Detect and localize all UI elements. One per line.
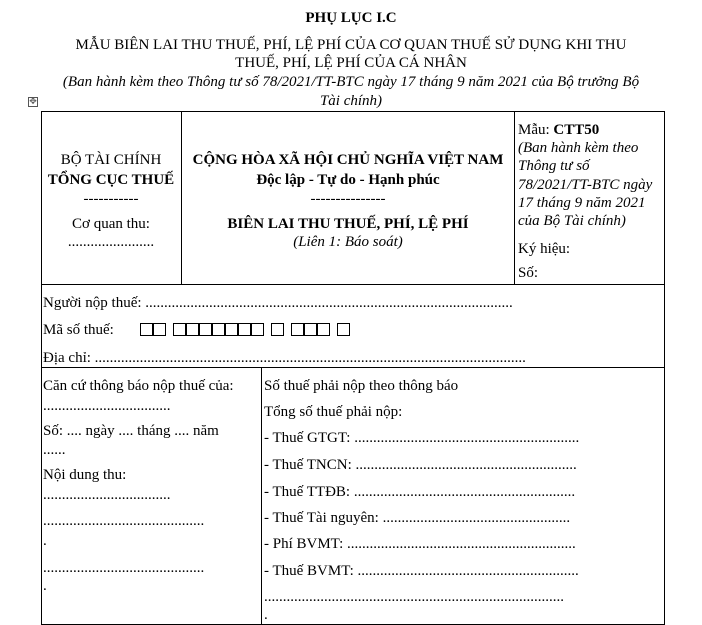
digit-box-group [140, 323, 166, 336]
form-code: CTT50 [553, 122, 600, 138]
form-label: Mẫu: [518, 122, 554, 138]
digit-box[interactable] [173, 323, 186, 336]
tax-item-env[interactable]: - Thuế BVMT: ........................................................... [264, 563, 579, 579]
mid-divider: --------------- [310, 191, 386, 207]
agency-label: Cơ quan thu: [72, 216, 150, 232]
ministry-name: BỘ TÀI CHÍNH [60, 152, 162, 168]
digit-box[interactable] [186, 323, 199, 336]
republic-name: CỘNG HÒA XÃ HỘI CHỦ NGHĨA VIỆT NAM [192, 152, 504, 168]
digit-box[interactable] [212, 323, 225, 336]
tax-item-pit[interactable]: - Thuế TNCN: ........................................................... [264, 457, 577, 473]
basis-dots-1[interactable]: .................................. [43, 398, 171, 414]
tax-extra-dot[interactable]: . [264, 607, 268, 623]
digit-box-group [291, 323, 330, 336]
digit-box[interactable] [337, 323, 350, 336]
agency-dots[interactable]: ....................... [67, 234, 155, 250]
form-note-5: của Bộ Tài chính) [518, 213, 626, 229]
tax-total-label: Tổng số thuế phải nộp: [264, 404, 403, 420]
decree-line1: (Ban hành kèm theo Thông tư số 78/2021/TT-BTC ngày 17 tháng 9 năm 2021 của Bộ trưởng Bộ [62, 74, 640, 90]
digit-box[interactable] [199, 323, 212, 336]
content-dots-3[interactable]: . [43, 533, 47, 549]
receipt-title: BIÊN LAI THU THUẾ, PHÍ, LỆ PHÍ [227, 216, 469, 232]
notice-date-line[interactable]: Số: .... ngày .... tháng .... năm [43, 423, 219, 439]
form-title-line2: THUẾ, PHÍ, LỆ PHÍ CỦA CÁ NHÂN [235, 55, 467, 71]
table-move-handle-icon[interactable]: ✥ [29, 97, 37, 107]
symbol-label: Ký hiệu: [518, 241, 571, 257]
address-field[interactable]: Địa chỉ: ................................................................................................................... [43, 350, 526, 366]
content-dots-1[interactable]: .................................. [43, 487, 171, 503]
digit-box[interactable] [251, 323, 264, 336]
digit-box-group [271, 323, 284, 336]
row-divider-1 [41, 284, 665, 285]
col-divider-3 [261, 367, 262, 625]
form-note-1: (Ban hành kèm theo [518, 140, 639, 156]
tax-item-sct[interactable]: - Thuế TTĐB: ........................................................... [264, 484, 576, 500]
appendix-title: PHỤ LỤC I.C [305, 10, 397, 26]
tax-notice-label: Số thuế phải nộp theo thông báo [264, 378, 459, 394]
form-note-4: 17 tháng 9 năm 2021 [518, 195, 646, 211]
digit-box[interactable] [238, 323, 251, 336]
number-label: Số: [518, 265, 539, 281]
digit-box[interactable] [225, 323, 238, 336]
digit-box[interactable] [291, 323, 304, 336]
tax-code-boxes[interactable] [140, 323, 357, 336]
form-note-3: 78/2021/TT-BTC ngày [518, 177, 653, 193]
content-dots-4[interactable]: ........................................... [43, 560, 205, 576]
digit-box-group [337, 323, 350, 336]
digit-box-group [173, 323, 264, 336]
digit-box[interactable] [271, 323, 284, 336]
left-divider: ----------- [83, 191, 139, 207]
tax-extra-dots[interactable]: ................................................................................ [264, 589, 564, 605]
basis-dots-2[interactable]: ...... [43, 442, 66, 458]
copy-label: (Liên 1: Báo soát) [293, 234, 403, 250]
decree-line2: Tài chính) [319, 93, 383, 109]
row-divider-2 [41, 367, 665, 368]
digit-box[interactable] [304, 323, 317, 336]
col-divider-2 [514, 111, 515, 284]
payer-name-field[interactable]: Người nộp thuế: .................................................................................................. [43, 295, 513, 311]
digit-box[interactable] [153, 323, 166, 336]
department-name: TỔNG CỤC THUẾ [47, 172, 175, 188]
fee-item-env[interactable]: - Phí BVMT: ............................................................. [264, 536, 576, 552]
tax-item-vat[interactable]: - Thuế GTGT: ............................................................ [264, 430, 580, 446]
tax-code-label: Mã số thuế: [43, 322, 114, 338]
content-label: Nội dung thu: [43, 467, 127, 483]
basis-label: Căn cứ thông báo nộp thuế của: [43, 378, 234, 394]
national-motto: Độc lập - Tự do - Hạnh phúc [256, 172, 440, 188]
content-dots-2[interactable]: ........................................... [43, 513, 205, 529]
digit-box[interactable] [140, 323, 153, 336]
digit-box[interactable] [317, 323, 330, 336]
tax-item-resource[interactable]: - Thuế Tài nguyên: .................................................. [264, 510, 571, 526]
form-note-2: Thông tư số [518, 158, 590, 174]
form-code-line [518, 122, 599, 139]
content-dots-5[interactable]: . [43, 578, 47, 594]
form-title-line1: MẪU BIÊN LAI THU THUẾ, PHÍ, LỆ PHÍ CỦA CƠ QUAN THUẾ SỬ DỤNG KHI THU [75, 37, 627, 53]
